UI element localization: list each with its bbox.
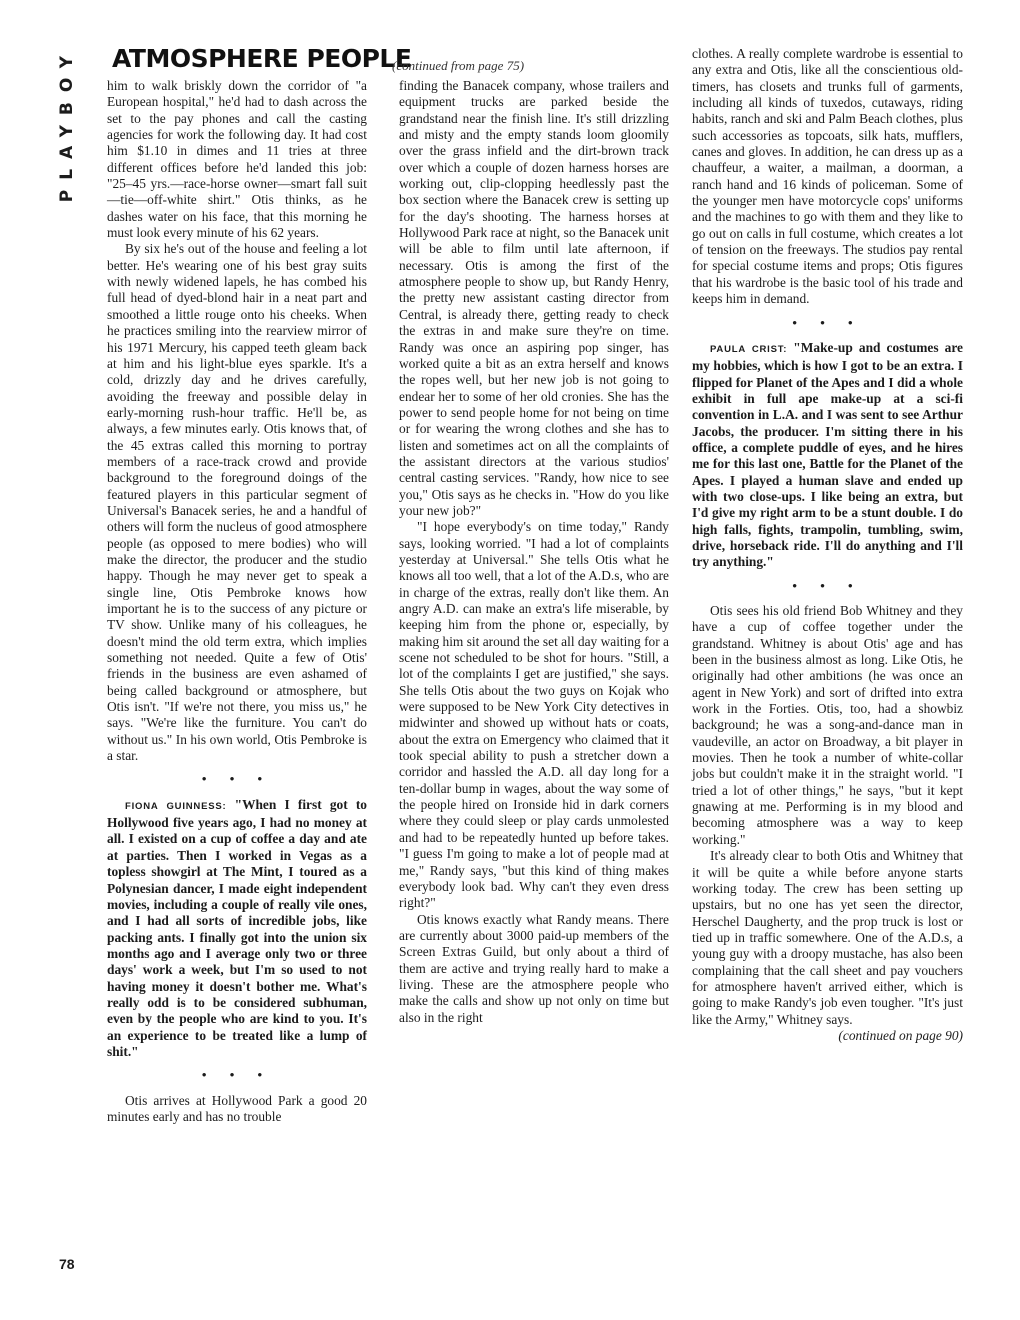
section-separator: • • •	[201, 771, 273, 787]
paragraph: Otis arrives at Hollywood Park a good 20 minutes early and has no trouble	[107, 1092, 367, 1124]
magazine-name-vertical	[54, 46, 77, 203]
column-1	[107, 78, 367, 1125]
section-separator: • • •	[201, 1067, 273, 1083]
section-separator: • • •	[792, 314, 863, 330]
paragraph: Otis knows exactly what Randy means. There are currently about 3000 paid-up members of the Screen Extras Guild, but only about a third of them are active and trying really hard to make a living. These are the atmosphere people who make the calls and show up not only on time but also in the right	[399, 911, 669, 1025]
continued-from-note: (continued from page 75)	[392, 58, 525, 73]
interview-quote	[692, 340, 963, 571]
page-number: 78	[59, 1256, 75, 1272]
quote-text: "Make-up and costumes are my hobbies, which is how I got to be an extra. I flipped for Planet of the Apes and I did a whole exhibit in full ape make-up at a sci-fi convention in L.A. and I was sent to see Arthur Jacobs, the producer. I'm sitting there in his office, a complete puddle of eyes, and he hires me for this last one, Battle for the Planet of the Apes. I played a human slave and ended up with two close-ups. I like being an extra, but I'd give my right arm to be a stunt double. I do high falls, fights, trampolin, tumbling, swim, drive, horseback ride. I'll do anything and I'll try anything."	[692, 339, 963, 570]
column-2	[399, 78, 669, 1026]
paragraph: him to walk briskly down the corridor of "a European hospital," he'd had to dash across the set to the pay phones and call the casting agencies for work the following day. It had cost him $1.10 in dimes and 11 tries at three different offices before he'd landed this job: "25–45 yrs.—race-horse owner—smart fall suit—tie—off-white shirt." Otis thinks, as he dashes water on his face, that this morning he must look every minute of his 62 years.	[107, 78, 367, 241]
speaker-name: FIONA GUINNESS:	[125, 800, 227, 812]
paragraph: It's already clear to both Otis and Whitney that it will be quite a while before anyone starts working today. The crew has been setting up upstairs, but no one has yet seen the director, Herschel Daugherty, and the prop truck is lost or tied up in traffic somewhere. One of the A.D.s, a young guy with a droopy mustache, has also been complaining that the call sheet and pay vouchers for atmosphere haven't arrived either, which is going to make Randy's job even tougher. "It's just like the Army," Whitney says.	[692, 848, 963, 1027]
section-separator: • • •	[792, 577, 863, 593]
speaker-name: PAULA CRIST:	[710, 343, 788, 355]
magazine-name: PLAYBOY	[57, 46, 77, 203]
paragraph: finding the Banacek company, whose trailers and equipment trucks are parked beside the grandstand near the finish line. It's still drizzling and misty and the empty stands loom gloomily over the grass infield and the dirt-brown track over which a couple of dozen harness horses are working out, clip-clopping heedlessly past the box section where the Banacek crew is setting up for the day's shooting. The harness horses at Hollywood Park race at night, so the Banacek unit will be able to film until late afternoon, if necessary. Otis is among the first of the atmosphere people to show up, but Randy Henry, the pretty new assistant casting director from Central, is already there, getting ready to check the extras in and make sure they're on time. Randy was once an aspiring pop singer, has worked quite a bit as an extra herself and knows the ropes well, but her new job is not going to endear her to some of her old cronies. She has the power to send people home for not being on time or for wearing the wrong clothes and she has to listen and sometimes act on all the complaints of the assistant directors at the various studios' central casting services. "Randy, how nice to see you," Otis says as he checks in. "How do you like your new job?"	[399, 78, 669, 518]
paragraph: By six he's out of the house and feeling a lot better. He's wearing one of his best gray suits with newly widened lapels, he has combed his full head of dyed-blond hair in a neat part and smoothed a little rouge onto his cheeks. When he practices smiling into the rearview mirror of his 1971 Mercury, his capped teeth gleam back at him and his light-blue eyes sparkle. It's a cold, drizzly day and he drives carefully, avoiding the freeway and possible delay in early-morning rush-hour traffic. He'll be, as always, a few minutes early. Otis knows that, of the 45 extras called this morning to portray members of a race-track crowd and provide background to the foreground doings of the featured players in this particular segment of Universal's Banacek series, he and a handful of others will form the nucleus of good atmosphere people (as opposed to mere bodies) who will make the director, the producer and the studio happy. Though he may never get to speak a single line, Otis Pembroke knows how important he is to the success of any picture or TV show. Unlike many of his colleagues, he doesn't mind the old term extra, which implies something not needed. Quite a few of Otis' friends in the business are even ashamed of being called background or atmosphere, but Otis isn't. "If we're not there, you miss us," he says. "We're like the furniture. You can't do without us." In his own world, Otis Pembroke is a star.	[107, 241, 367, 764]
paragraph: clothes. A really complete wardrobe is essential to any extra and Otis, like all the conscientious old-timers, has closets and trunks full of garments, including all kinds of tuxedos, cutaways, riding habits, ranch and ski and Palm Beach clothes, plus such accessories as topcoats, silk hats, mufflers, canes and gloves. In addition, he can dress up as a chauffeur, a waiter, a mailman, a doorman, a ranch hand and 16 kinds of policeman. Some of the younger men have motorcycle cops' uniforms and the machines to go with them and they like to go out on calls in full costume, which creates a lot of tension on the freeways. The studios pay rental for special costume items and props; Otis figures that his wardrobe is the basic tool of his trade and keeps him in demand.	[692, 46, 963, 307]
continued-on-note: (continued on page 90)	[838, 1027, 963, 1043]
interview-quote	[107, 797, 367, 1061]
paragraph: "I hope everybody's on time today," Randy says, looking worried. "I had a lot of complaints yesterday at Universal." She tells Otis what he knows all too well, that a lot of the A.D.s, who are in charge of the extras, really don't like them. An angry A.D. can make an extra's life miserable, by keeping him from the phone or, especially, by making him sit around the set all day waiting for a scene not scheduled to be shot for hours. "Still, a lot of the complaints I get are justified," she says. She tells Otis about the two guys on Kojak who were supposed to be New York City detectives in midwinter and showed up without hats or coats, about the extra on Emergency who claimed that it took special ability to push a stretcher down a corridor and hassled the A.D. all day long for a ten-dollar bump in wages, about the way some of the people hired on Ironside hid in dark corners where they could sleep or play cards unmolested and had to be repeatedly hunted up before takes. "I guess I'm going to make a lot of people mad at me," Randy says, "but this kind of thing makes everybody look bad. Why can't they even dress right?"	[399, 519, 669, 911]
article-title: ATMOSPHERE PEOPLE	[112, 44, 412, 73]
column-3	[692, 46, 963, 1044]
paragraph: Otis sees his old friend Bob Whitney and they have a cup of coffee together under the grandstand. Whitney is about Otis' age and has been in the business almost as long. Like Otis, he originally had other ambitions (he was once an agent in New York) and sort of drifted into extra work in the Forties. Otis, too, had a showbiz background; he was a song-and-dance man in vaudeville, an actor on Broadway, a bit player in movies. Then he took a number of white-collar jobs but couldn't make it in the straight world. "I tried a lot of other things," he says, "but it kept gnawing at me. Performing is in my blood and becoming atmosphere was a way to keep working."	[692, 603, 963, 847]
quote-text: "When I first got to Hollywood five years ago, I had no money at all. I existed on a cup of coffee a day and ate at parties. Then I worked in Vegas as a topless showgirl at The Mint, I toured as a Polynesian dancer, I made eight independent movies, including a couple of really vile ones, and I had all sorts of incredible jobs, like packing ants. I finally got into the union six months ago and I average only two or three days' work a week, but I'm so used to not having money it doesn't bother me. What's really odd is to be considered subhuman, even by the people who are kind to you. It's an experience to be treated like a lump of shit."	[107, 796, 368, 1059]
